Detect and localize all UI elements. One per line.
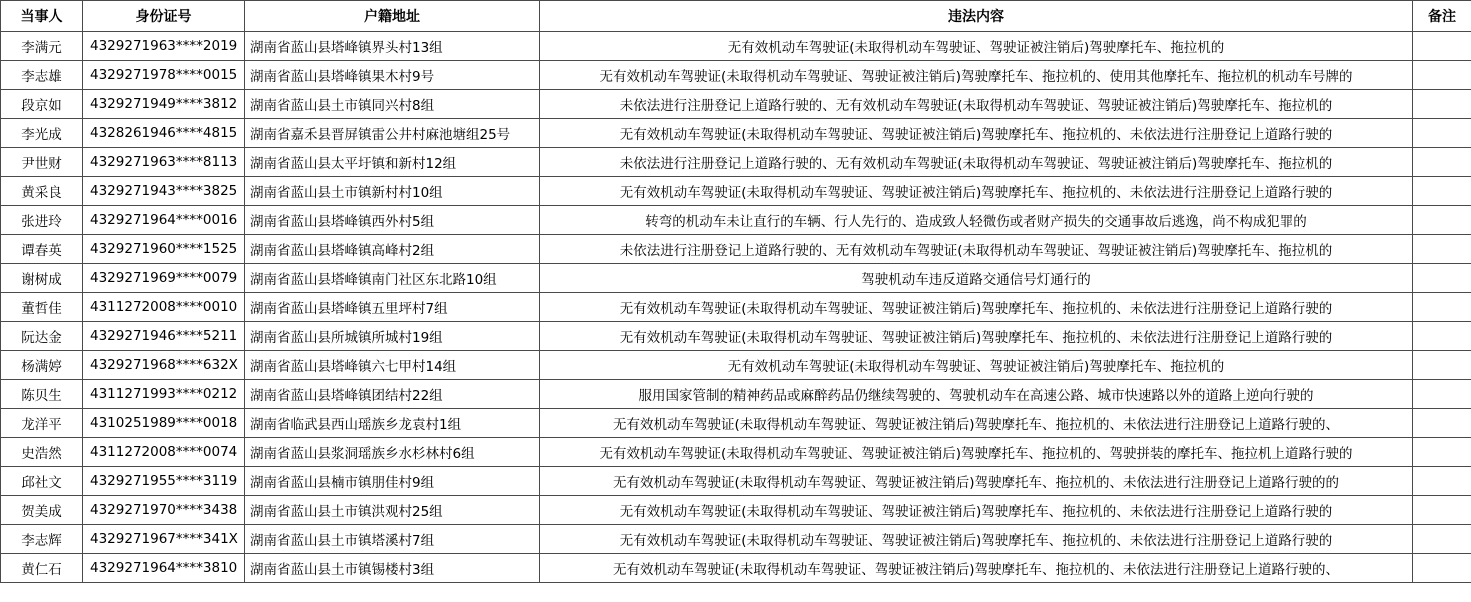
table-body <box>1 32 1471 583</box>
cell-address: 湖南省蓝山县塔峰镇高峰村2组 <box>245 235 540 264</box>
cell-address: 湖南省蓝山县土市镇同兴村8组 <box>245 90 540 119</box>
cell-name: 李满元 <box>1 32 83 61</box>
cell-name: 李光成 <box>1 119 83 148</box>
cell-address: 湖南省蓝山县所城镇所城村19组 <box>245 322 540 351</box>
table-row <box>1 496 1471 525</box>
cell-address: 湖南省蓝山县太平圩镇和新村12组 <box>245 148 540 177</box>
cell-violation: 无有效机动车驾驶证(未取得机动车驾驶证、驾驶证被注销后)驾驶摩托车、拖拉机的、未依法进行注册登记上道路行驶的 <box>540 322 1413 351</box>
cell-note <box>1413 496 1471 525</box>
cell-note <box>1413 61 1471 90</box>
cell-violation: 无有效机动车驾驶证(未取得机动车驾驶证、驾驶证被注销后)驾驶摩托车、拖拉机的、未依法进行注册登记上道路行驶的的 <box>540 467 1413 496</box>
cell-name: 黄仁石 <box>1 554 83 583</box>
cell-violation: 未依法进行注册登记上道路行驶的、无有效机动车驾驶证(未取得机动车驾驶证、驾驶证被注销后)驾驶摩托车、拖拉机的 <box>540 235 1413 264</box>
cell-note <box>1413 177 1471 206</box>
table-row <box>1 235 1471 264</box>
cell-name: 邱社文 <box>1 467 83 496</box>
cell-name: 李志辉 <box>1 525 83 554</box>
table-row <box>1 322 1471 351</box>
cell-violation: 无有效机动车驾驶证(未取得机动车驾驶证、驾驶证被注销后)驾驶摩托车、拖拉机的、驾驶拼装的摩托车、拖拉机上道路行驶的 <box>540 438 1413 467</box>
cell-violation: 服用国家管制的精神药品或麻醉药品仍继续驾驶的、驾驶机动车在高速公路、城市快速路以外的道路上逆向行驶的 <box>540 380 1413 409</box>
cell-address: 湖南省蓝山县浆洞瑶族乡水杉林村6组 <box>245 438 540 467</box>
cell-id-number: 4329271943****3825 <box>83 177 245 206</box>
header-address: 户籍地址 <box>245 1 540 32</box>
cell-name: 谢树成 <box>1 264 83 293</box>
cell-note <box>1413 235 1471 264</box>
cell-id-number: 4329271963****8113 <box>83 148 245 177</box>
cell-violation: 无有效机动车驾驶证(未取得机动车驾驶证、驾驶证被注销后)驾驶摩托车、拖拉机的 <box>540 32 1413 61</box>
cell-address: 湖南省蓝山县土市镇新村村10组 <box>245 177 540 206</box>
cell-name: 陈贝生 <box>1 380 83 409</box>
table-row <box>1 119 1471 148</box>
cell-violation: 无有效机动车驾驶证(未取得机动车驾驶证、驾驶证被注销后)驾驶摩托车、拖拉机的、未依法进行注册登记上道路行驶的 <box>540 177 1413 206</box>
cell-name: 张进玲 <box>1 206 83 235</box>
cell-address: 湖南省临武县西山瑶族乡龙袁村1组 <box>245 409 540 438</box>
table-row <box>1 351 1471 380</box>
cell-name: 董哲佳 <box>1 293 83 322</box>
cell-note <box>1413 206 1471 235</box>
header-name: 当事人 <box>1 1 83 32</box>
cell-note <box>1413 32 1471 61</box>
cell-name: 李志雄 <box>1 61 83 90</box>
table-row <box>1 409 1471 438</box>
cell-id-number: 4311272008****0010 <box>83 293 245 322</box>
table-row <box>1 90 1471 119</box>
cell-address: 湖南省蓝山县塔峰镇南门社区东北路10组 <box>245 264 540 293</box>
cell-name: 黄采良 <box>1 177 83 206</box>
cell-id-number: 4329271968****632X <box>83 351 245 380</box>
cell-violation: 无有效机动车驾驶证(未取得机动车驾驶证、驾驶证被注销后)驾驶摩托车、拖拉机的、未依法进行注册登记上道路行驶的、 <box>540 409 1413 438</box>
cell-note <box>1413 525 1471 554</box>
table-header <box>1 1 1471 32</box>
cell-address: 湖南省蓝山县塔峰镇果木村9号 <box>245 61 540 90</box>
cell-address: 湖南省蓝山县塔峰镇西外村5组 <box>245 206 540 235</box>
table-row <box>1 32 1471 61</box>
table-row <box>1 293 1471 322</box>
table-row <box>1 467 1471 496</box>
cell-violation: 无有效机动车驾驶证(未取得机动车驾驶证、驾驶证被注销后)驾驶摩托车、拖拉机的、未依法进行注册登记上道路行驶的 <box>540 525 1413 554</box>
table-row <box>1 380 1471 409</box>
cell-violation: 未依法进行注册登记上道路行驶的、无有效机动车驾驶证(未取得机动车驾驶证、驾驶证被注销后)驾驶摩托车、拖拉机的 <box>540 90 1413 119</box>
cell-violation: 驾驶机动车违反道路交通信号灯通行的 <box>540 264 1413 293</box>
cell-note <box>1413 409 1471 438</box>
cell-note <box>1413 119 1471 148</box>
cell-id-number: 4329271955****3119 <box>83 467 245 496</box>
cell-id-number: 4311272008****0074 <box>83 438 245 467</box>
cell-address: 湖南省蓝山县楠市镇朋佳村9组 <box>245 467 540 496</box>
table-row <box>1 177 1471 206</box>
cell-id-number: 4329271978****0015 <box>83 61 245 90</box>
cell-id-number: 4329271960****1525 <box>83 235 245 264</box>
cell-violation: 未依法进行注册登记上道路行驶的、无有效机动车驾驶证(未取得机动车驾驶证、驾驶证被注销后)驾驶摩托车、拖拉机的 <box>540 148 1413 177</box>
cell-name: 阮达金 <box>1 322 83 351</box>
cell-address: 湖南省蓝山县塔峰镇界头村13组 <box>245 32 540 61</box>
cell-id-number: 4328261946****4815 <box>83 119 245 148</box>
cell-id-number: 4329271963****2019 <box>83 32 245 61</box>
cell-name: 史浩然 <box>1 438 83 467</box>
cell-note <box>1413 438 1471 467</box>
cell-violation: 无有效机动车驾驶证(未取得机动车驾驶证、驾驶证被注销后)驾驶摩托车、拖拉机的 <box>540 351 1413 380</box>
cell-violation: 无有效机动车驾驶证(未取得机动车驾驶证、驾驶证被注销后)驾驶摩托车、拖拉机的、未依法进行注册登记上道路行驶的 <box>540 119 1413 148</box>
cell-address: 湖南省蓝山县土市镇塔溪村7组 <box>245 525 540 554</box>
cell-name: 杨满婷 <box>1 351 83 380</box>
cell-violation: 无有效机动车驾驶证(未取得机动车驾驶证、驾驶证被注销后)驾驶摩托车、拖拉机的、未依法进行注册登记上道路行驶的 <box>540 293 1413 322</box>
cell-note <box>1413 293 1471 322</box>
table-row <box>1 438 1471 467</box>
header-id-number: 身份证号 <box>83 1 245 32</box>
cell-address: 湖南省嘉禾县晋屏镇雷公井村麻池塘组25号 <box>245 119 540 148</box>
header-note: 备注 <box>1413 1 1471 32</box>
cell-note <box>1413 554 1471 583</box>
table-row <box>1 148 1471 177</box>
cell-id-number: 4329271967****341X <box>83 525 245 554</box>
cell-name: 尹世财 <box>1 148 83 177</box>
cell-violation: 无有效机动车驾驶证(未取得机动车驾驶证、驾驶证被注销后)驾驶摩托车、拖拉机的、未依法进行注册登记上道路行驶的 <box>540 496 1413 525</box>
cell-violation: 无有效机动车驾驶证(未取得机动车驾驶证、驾驶证被注销后)驾驶摩托车、拖拉机的、使用其他摩托车、拖拉机的机动车号牌的 <box>540 61 1413 90</box>
cell-id-number: 4329271946****5211 <box>83 322 245 351</box>
cell-id-number: 4311271993****0212 <box>83 380 245 409</box>
cell-id-number: 4310251989****0018 <box>83 409 245 438</box>
header-violation: 违法内容 <box>540 1 1413 32</box>
cell-note <box>1413 264 1471 293</box>
cell-note <box>1413 322 1471 351</box>
cell-note <box>1413 90 1471 119</box>
cell-name: 段京如 <box>1 90 83 119</box>
table-row <box>1 264 1471 293</box>
cell-name: 贺美成 <box>1 496 83 525</box>
table-row <box>1 554 1471 583</box>
cell-address: 湖南省蓝山县塔峰镇团结村22组 <box>245 380 540 409</box>
cell-id-number: 4329271970****3438 <box>83 496 245 525</box>
cell-violation: 无有效机动车驾驶证(未取得机动车驾驶证、驾驶证被注销后)驾驶摩托车、拖拉机的、未依法进行注册登记上道路行驶的、 <box>540 554 1413 583</box>
cell-address: 湖南省蓝山县塔峰镇六七甲村14组 <box>245 351 540 380</box>
table-row <box>1 61 1471 90</box>
cell-id-number: 4329271949****3812 <box>83 90 245 119</box>
cell-name: 龙洋平 <box>1 409 83 438</box>
cell-note <box>1413 467 1471 496</box>
cell-address: 湖南省蓝山县土市镇洪观村25组 <box>245 496 540 525</box>
header-row <box>1 1 1471 32</box>
cell-id-number: 4329271964****3810 <box>83 554 245 583</box>
cell-name: 谭春英 <box>1 235 83 264</box>
cell-id-number: 4329271969****0079 <box>83 264 245 293</box>
table-row <box>1 525 1471 554</box>
cell-id-number: 4329271964****0016 <box>83 206 245 235</box>
cell-address: 湖南省蓝山县土市镇锡楼村3组 <box>245 554 540 583</box>
cell-violation: 转弯的机动车未让直行的车辆、行人先行的、造成致人轻微伤或者财产损失的交通事故后逃逸，尚不构成犯罪的 <box>540 206 1413 235</box>
cell-note <box>1413 380 1471 409</box>
cell-address: 湖南省蓝山县塔峰镇五里坪村7组 <box>245 293 540 322</box>
cell-note <box>1413 148 1471 177</box>
cell-note <box>1413 351 1471 380</box>
table-row <box>1 206 1471 235</box>
